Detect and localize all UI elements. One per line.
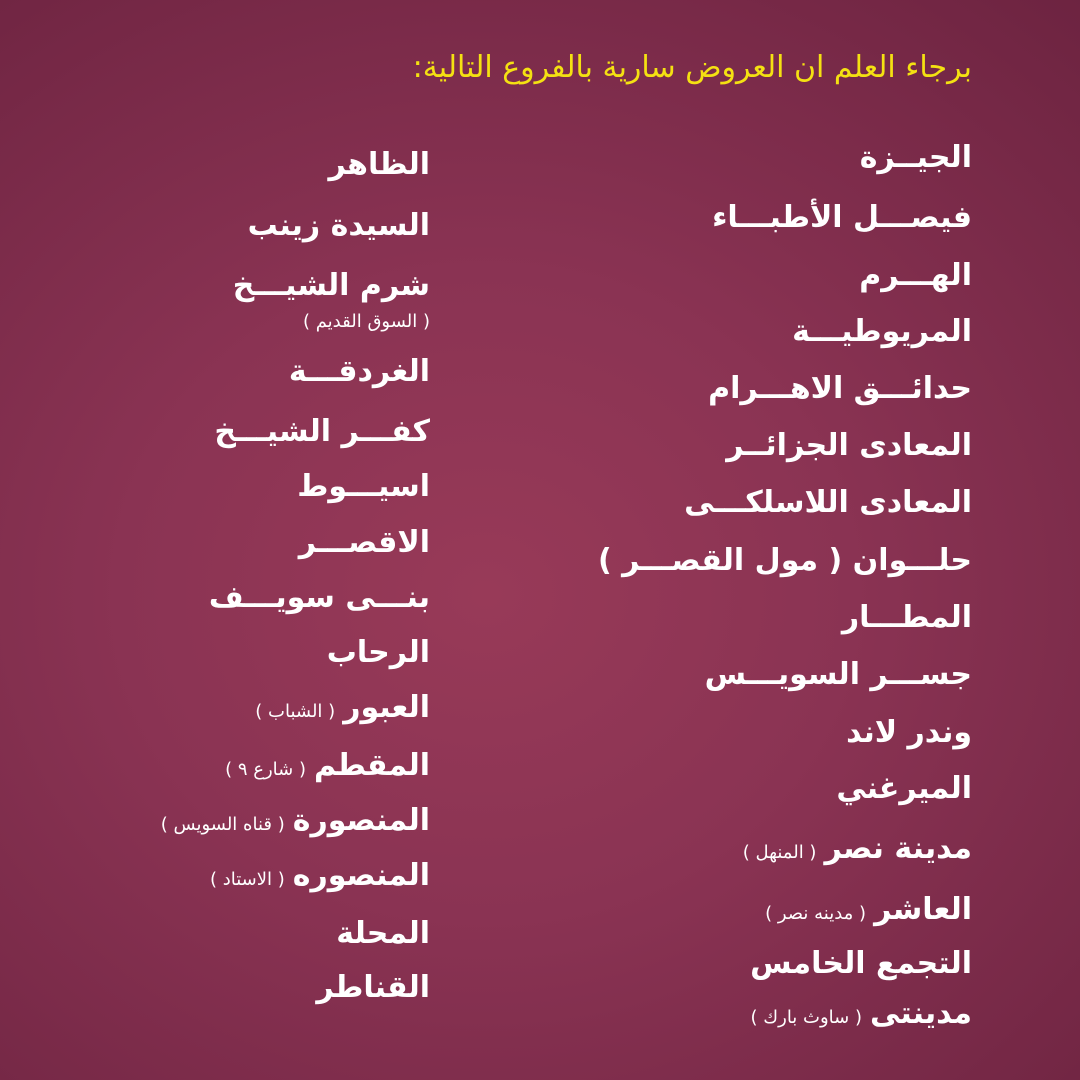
branch-sub-note: ( السوق القديم ) <box>302 311 430 332</box>
branch-name: المنصوره <box>292 858 430 893</box>
branch-item <box>161 801 430 845</box>
branch-item <box>327 633 430 673</box>
branch-item <box>751 994 972 1038</box>
branch-name: مدينتى <box>869 996 972 1031</box>
branch-item <box>336 914 430 954</box>
branch-item <box>792 312 972 352</box>
branch-note: ( الاستاد ) <box>209 869 285 890</box>
branch-item <box>765 890 972 934</box>
branch-note: ( المنهل ) <box>742 842 817 863</box>
branch-name: فيصـــل الأطبـــاء <box>712 200 972 235</box>
branch-item <box>209 578 430 618</box>
branch-note: ( مدينه نصر ) <box>765 903 867 924</box>
page-title: برجاء العلم ان العروض سارية بالفروع التالية: <box>412 50 972 85</box>
branch-name: المريوطيـــة <box>792 314 972 349</box>
branch-item <box>846 713 972 753</box>
branch-name: الغردقـــة <box>288 354 430 389</box>
branch-item <box>743 829 972 873</box>
branch-note: ( ساوث بارك ) <box>750 1007 862 1028</box>
branch-item <box>859 256 972 296</box>
branch-item <box>705 655 972 695</box>
branch-name: الهـــرم <box>859 258 972 293</box>
branch-note: ( الشباب ) <box>255 701 336 722</box>
branch-item <box>233 266 430 306</box>
branch-item <box>299 523 430 563</box>
branch-name: المطـــار <box>841 600 972 635</box>
branch-item <box>214 412 430 452</box>
branch-item <box>684 483 972 523</box>
branch-name: المنصورة <box>292 803 430 838</box>
branch-name: اسيـــوط <box>297 469 430 504</box>
branch-item <box>255 688 430 732</box>
branch-item <box>316 968 430 1008</box>
branch-item <box>289 352 430 392</box>
branch-name: المعادى اللاسلكـــى <box>684 485 972 520</box>
branch-note: ( قناه السويس ) <box>160 814 285 835</box>
branch-item <box>860 138 972 178</box>
branch-name: القناطر <box>316 970 430 1005</box>
branch-name: جســـر السويـــس <box>704 657 972 692</box>
branch-note: ( شارع ٩ ) <box>225 759 306 780</box>
branch-name: بنـــى سويـــف <box>208 580 430 615</box>
branch-name: شرم الشيـــخ <box>232 268 430 303</box>
branch-item <box>248 206 430 246</box>
branch-name: كفـــر الشيـــخ <box>214 414 430 449</box>
branch-name: العاشر <box>874 892 972 927</box>
branch-name: المعادى الجزائــر <box>726 428 972 463</box>
branch-name: الميرغني <box>836 771 972 806</box>
branch-item <box>750 944 972 984</box>
branch-name: حدائـــق الاهـــرام <box>708 371 972 406</box>
branch-name: وندر لاند <box>846 715 972 750</box>
branch-item <box>329 145 431 185</box>
branch-item <box>726 426 972 466</box>
branch-name: الجيــزة <box>859 140 972 175</box>
branch-name: الاقصـــر <box>298 525 430 560</box>
branch-name: الظاهر <box>328 147 430 182</box>
branch-item <box>712 198 972 238</box>
branch-item <box>225 746 430 790</box>
branch-name: العبور <box>343 690 430 725</box>
branch-name: السيدة زينب <box>247 208 430 243</box>
branch-name: التجمع الخامس <box>750 946 972 981</box>
branch-item <box>836 769 972 809</box>
branch-name: المحلة <box>336 916 430 951</box>
branch-name: المقطم <box>313 748 430 783</box>
branch-item <box>842 598 972 638</box>
branch-name: الرحاب <box>326 635 430 670</box>
branch-item <box>297 467 430 507</box>
branch-name: مدينة نصر <box>824 831 972 866</box>
branch-name: حلـــوان ( مول القصـــر ) <box>597 543 972 578</box>
branch-item <box>210 856 430 900</box>
branch-item <box>598 541 972 581</box>
branch-item <box>708 369 972 409</box>
